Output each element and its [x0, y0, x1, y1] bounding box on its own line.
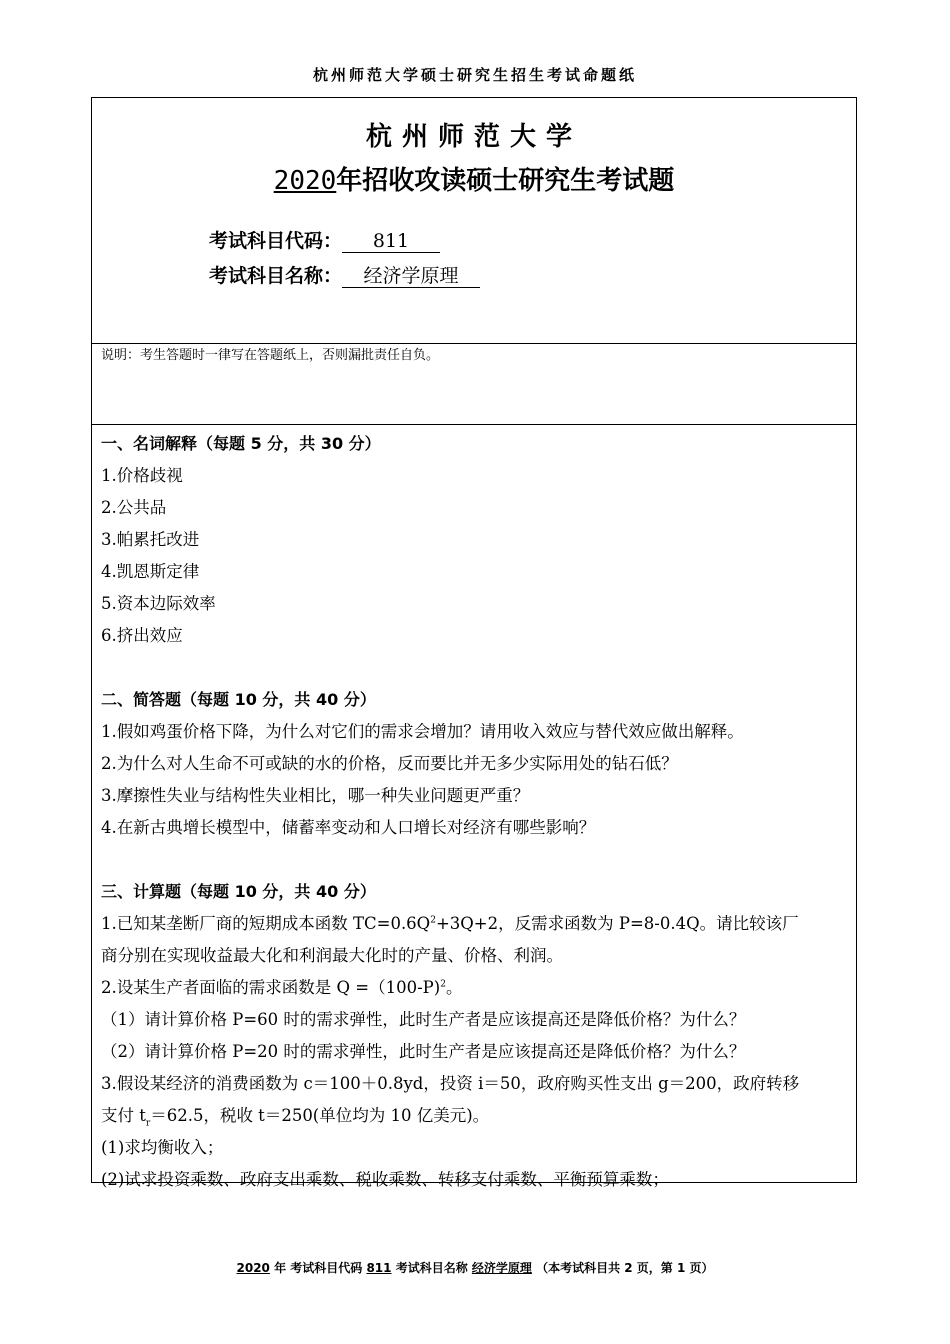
university-name: 杭州师范大学 [365, 122, 582, 152]
exam-year: 2020 [273, 166, 337, 196]
section2-heading: 二、简答题（每题 10 分，共 40 分） [101, 690, 376, 709]
question-3-2-sub2: （2）请计算价格 P=20 时的需求弹性，此时生产者是应该提高还是降低价格？为什么？ [101, 1042, 746, 1061]
exam-frame [91, 97, 857, 1189]
section2-item: 1.假如鸡蛋价格下降，为什么对它们的需求会增加？请用收入效应与替代效应做出解释。 [101, 722, 744, 741]
section1-item: 5.资本边际效率 [101, 594, 216, 613]
footer-page-info: （本考试科目共 2 页，第 1 页） [531, 1261, 714, 1275]
subject-name-line [209, 261, 480, 288]
subject-code-label: 考试科目代码： [209, 230, 343, 252]
subject-name-value: 经济学原理 [342, 265, 480, 288]
section1-heading: 一、名词解释（每题 5 分，共 30 分） [101, 434, 381, 453]
section1-item: 3.帕累托改进 [101, 530, 200, 549]
footer-subject-name: 经济学原理 [471, 1261, 532, 1275]
subject-name-label: 考试科目名称： [209, 265, 343, 287]
section1-item: 2.公共品 [101, 498, 167, 517]
question-3-3-sub1: (1)求均衡收入； [101, 1138, 224, 1157]
subject-code-value: 811 [342, 230, 440, 253]
instruction-note: 说明：考生答题时一律写在答题纸上，否则漏批责任自负。 [101, 348, 440, 363]
question-3-3: 3.假设某经济的消费函数为 c＝100＋0.8yd，投资 i＝50，政府购买性支出 g＝200，政府转移 [101, 1074, 800, 1093]
footer-year: 2020 [236, 1261, 270, 1275]
question-3-1: 1.已知某垄断厂商的短期成本函数 $TC=0.6Q^2+3Q+2$，反需求函数为 P=8-0.4Q。请比较该厂 [101, 914, 799, 933]
question-3-2: 2.设某生产者面临的需求函数是 Q =（100-P)$^2$。 [101, 978, 463, 997]
note-area [92, 343, 856, 425]
section3-heading: 三、计算题（每题 10 分，共 40 分） [101, 882, 376, 901]
question-3-3-cont: 支付 $t_r=62.5$，税收 t＝250(单位均为 10 亿美元)。 [101, 1106, 490, 1129]
title-block [92, 98, 856, 344]
section2-item: 4.在新古典增长模型中，储蓄率变动和人口增长对经济有哪些影响？ [101, 818, 596, 837]
section1-item: 1.价格歧视 [101, 466, 183, 485]
subject-code-line [209, 226, 440, 253]
question-3-2-sub1: （1）请计算价格 P=60 时的需求弹性，此时生产者是应该提高还是降低价格？为什么？ [101, 1010, 746, 1029]
page-footer: 2020 年 考试科目代码 811 考试科目名称 经济学原理 （本考试科目共 2 页，第 1 页） [236, 1261, 714, 1275]
questions-content [101, 428, 851, 1196]
exam-title-text: 年招收攻读硕士研究生考试题 [336, 166, 675, 196]
exam-title [92, 160, 856, 197]
question-3-1-cont: 商分别在实现收益最大化和利润最大化时的产量、价格、利润。 [101, 946, 563, 965]
section1-item: 4.凯恩斯定律 [101, 562, 200, 581]
section1-item: 6.挤出效应 [101, 626, 183, 645]
footer-code: 811 [366, 1261, 392, 1275]
page-header-title: 杭州师范大学硕士研究生招生考试命题纸 [312, 66, 637, 84]
section2-item: 3.摩擦性失业与结构性失业相比，哪一种失业问题更严重？ [101, 786, 530, 805]
section2-item: 2.为什么对人生命不可或缺的水的价格，反而要比并无多少实际用处的钻石低？ [101, 754, 678, 773]
question-3-3-sub2: (2)试求投资乘数、政府支出乘数、税收乘数、转移支付乘数、平衡预算乘数； [101, 1170, 669, 1189]
